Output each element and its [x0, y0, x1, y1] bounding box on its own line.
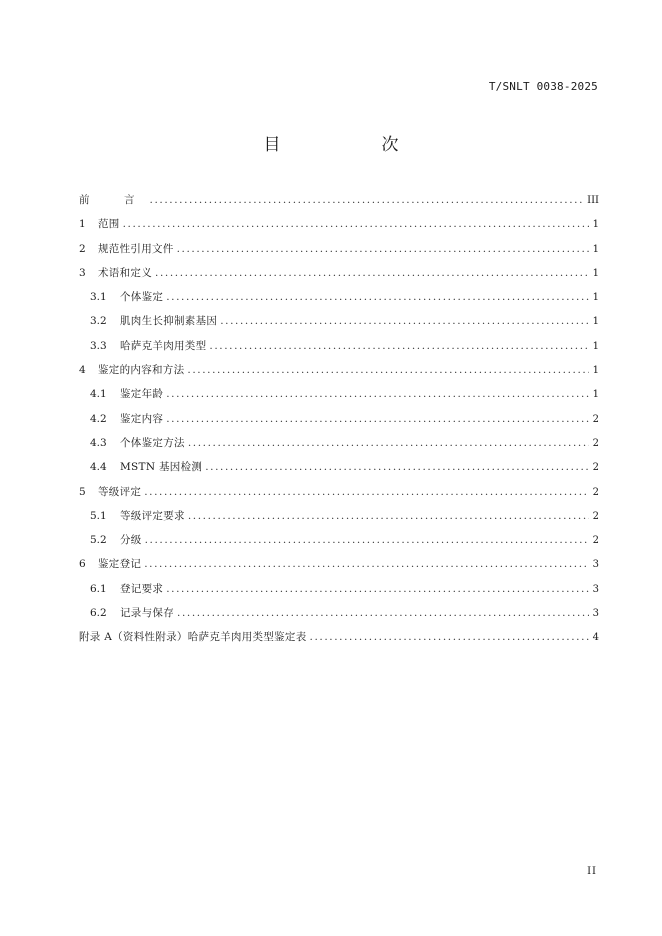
dot-leader [188, 510, 589, 522]
table-of-contents [79, 192, 599, 654]
toc-entry-number: 4.1 [90, 388, 107, 401]
toc-entry-number: 5 [79, 485, 86, 498]
toc-entry-page: III [587, 195, 599, 206]
toc-entry-label: 范围 [98, 218, 120, 231]
toc-entry-number: 4.3 [90, 436, 107, 449]
page-number: II [587, 866, 597, 877]
toc-entry[interactable] [79, 508, 599, 532]
toc-entry[interactable] [79, 265, 599, 289]
toc-entry[interactable] [79, 556, 599, 580]
toc-entry-label: 等级评定要求 [120, 509, 185, 522]
toc-entry-label: 登记要求 [120, 582, 164, 595]
dot-leader [144, 558, 589, 570]
toc-entry-number: 2 [79, 242, 86, 255]
dot-leader [209, 340, 589, 352]
toc-entry-label: 附录 A（资料性附录）哈萨克羊肉用类型鉴定表 [79, 631, 307, 644]
toc-entry-number: 3 [79, 266, 86, 279]
dot-leader [155, 267, 589, 279]
toc-entry-number: 4 [79, 364, 86, 377]
dot-leader [310, 631, 589, 643]
toc-entry-page: 2 [592, 462, 599, 474]
dot-leader [187, 364, 589, 376]
dot-leader [145, 534, 589, 546]
toc-entry-page: 4 [592, 632, 599, 644]
dot-leader [166, 291, 589, 303]
toc-entry[interactable] [79, 313, 599, 337]
toc-entry[interactable] [79, 435, 599, 459]
dot-leader [166, 413, 589, 425]
toc-entry-page: 1 [592, 267, 599, 279]
toc-entry-page: 1 [592, 389, 599, 401]
toc-entry-label: 个体鉴定 [120, 291, 164, 304]
document-code: T/SNLT 0038-2025 [488, 80, 598, 93]
toc-entry[interactable] [79, 411, 599, 435]
dot-leader [188, 437, 589, 449]
toc-entry-number: 4.2 [90, 412, 107, 425]
toc-entry[interactable] [79, 338, 599, 362]
toc-entry-label: 分级 [120, 534, 142, 547]
dot-leader [123, 218, 589, 230]
toc-entry-label: 鉴定的内容和方法 [98, 364, 185, 377]
toc-entry-page: 2 [592, 510, 599, 522]
toc-entry-page: 3 [592, 559, 599, 571]
toc-entry[interactable] [79, 362, 599, 386]
dot-leader [166, 583, 589, 595]
dot-leader [177, 607, 589, 619]
toc-entry-page: 1 [592, 219, 599, 231]
toc-entry-number: 6.2 [90, 607, 107, 620]
toc-entry[interactable] [79, 241, 599, 265]
toc-entry-label: 术语和定义 [98, 266, 152, 279]
toc-entry-number: 3.1 [90, 291, 107, 304]
dot-leader [150, 194, 586, 206]
toc-entry-number: 1 [79, 218, 86, 231]
toc-entry-page: 1 [592, 243, 599, 255]
toc-entry-label: 记录与保存 [120, 607, 174, 620]
toc-entry[interactable] [79, 605, 599, 629]
toc-entry-number: 3.3 [90, 339, 107, 352]
toc-entry-page: 1 [592, 340, 599, 352]
toc-entry[interactable] [79, 629, 599, 653]
toc-entry-number: 5.2 [90, 534, 107, 547]
toc-entry-page: 3 [592, 608, 599, 620]
toc-entry-page: 2 [592, 413, 599, 425]
toc-entry-page: 3 [592, 583, 599, 595]
dot-leader [177, 243, 589, 255]
toc-entry-page: 2 [592, 535, 599, 547]
dot-leader [205, 461, 589, 473]
toc-entry[interactable] [79, 289, 599, 313]
toc-entry[interactable] [79, 484, 599, 508]
toc-entry-number: 6 [79, 558, 86, 571]
toc-entry-page: 1 [592, 292, 599, 304]
toc-entry-page: 1 [592, 316, 599, 328]
toc-entry-label: 个体鉴定方法 [120, 436, 185, 449]
toc-entry[interactable] [79, 532, 599, 556]
toc-entry-label: 规范性引用文件 [98, 242, 174, 255]
toc-entry-page: 2 [592, 437, 599, 449]
toc-entry[interactable] [79, 459, 599, 483]
page-title: 目 次 [263, 135, 441, 155]
toc-entry-number: 3.2 [90, 315, 107, 328]
toc-entry-number: 4.4 [90, 461, 107, 474]
toc-entry-label: MSTN 基因检测 [120, 461, 203, 474]
toc-entry-page: 2 [592, 486, 599, 498]
toc-entry-label: 前 言 [79, 194, 147, 206]
dot-leader [220, 315, 589, 327]
toc-entry-label: 鉴定年龄 [120, 388, 164, 401]
toc-entry-label: 肌肉生长抑制素基因 [120, 315, 218, 328]
toc-entry-label: 鉴定内容 [120, 412, 164, 425]
toc-entry[interactable] [79, 192, 599, 216]
dot-leader [166, 388, 589, 400]
toc-entry-label: 哈萨克羊肉用类型 [120, 339, 207, 352]
toc-entry-number: 5.1 [90, 509, 107, 522]
dot-leader [144, 486, 589, 498]
toc-entry-label: 鉴定登记 [98, 558, 142, 571]
toc-entry[interactable] [79, 581, 599, 605]
toc-entry-label: 等级评定 [98, 485, 142, 498]
toc-entry-page: 1 [592, 365, 599, 377]
toc-entry-number: 6.1 [90, 582, 107, 595]
toc-entry[interactable] [79, 386, 599, 410]
toc-entry[interactable] [79, 216, 599, 240]
